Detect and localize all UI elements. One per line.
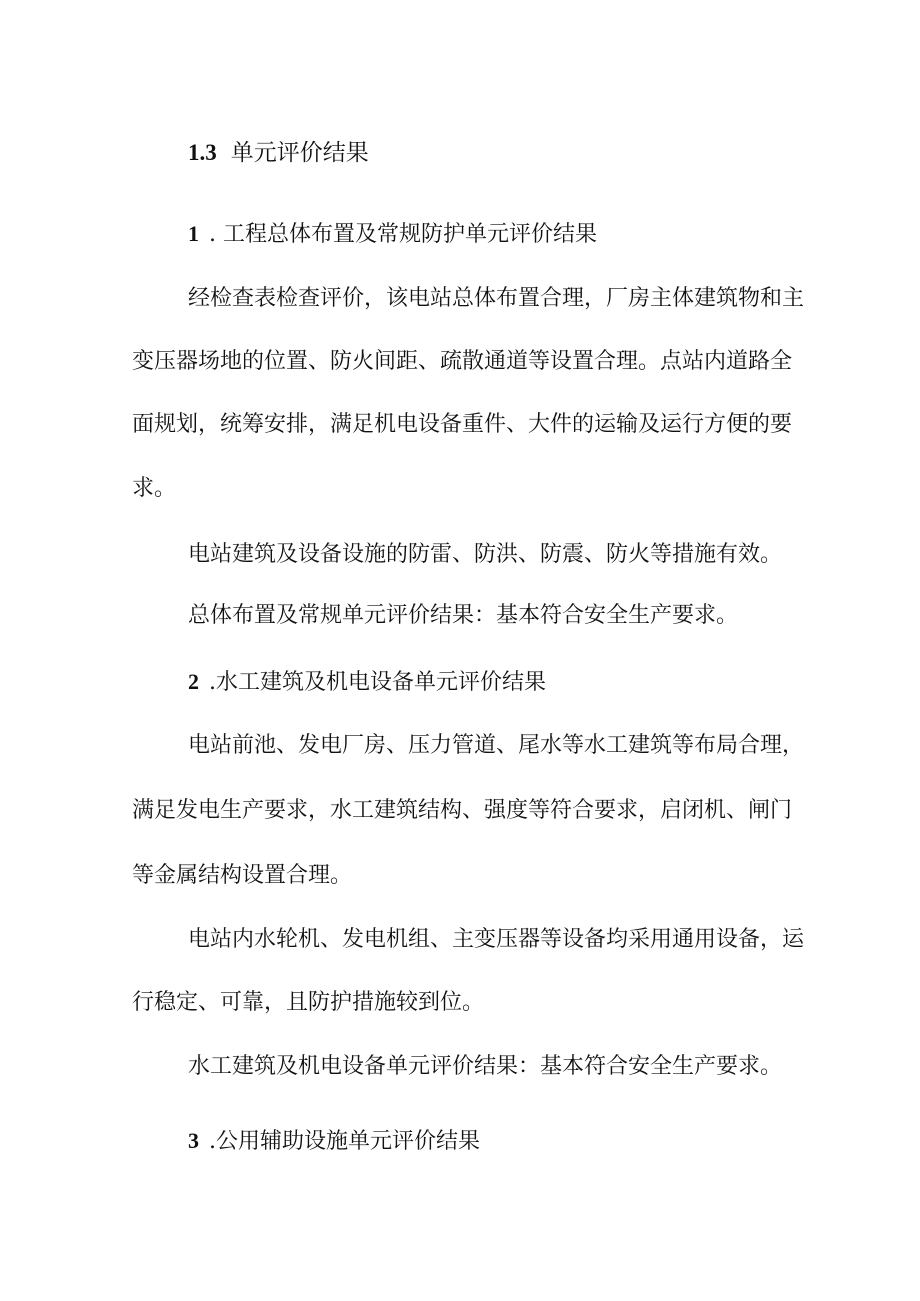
section-number: 1.3 <box>188 140 217 165</box>
paragraph-line: 水工建筑及机电设备单元评价结果：基本符合安全生产要求。 <box>188 1054 783 1079</box>
section-title: 单元评价结果 <box>230 140 369 166</box>
item-number: 2 <box>188 669 199 694</box>
paragraph-line: 经检查表检查评价，该电站总体布置合理，厂房主体建筑物和主 <box>188 286 805 311</box>
paragraph-line: 求。 <box>132 476 177 501</box>
item-number: 1 <box>188 221 199 246</box>
paragraph-line: 等金属结构设置合理。 <box>132 863 353 888</box>
paragraph-line: 行稳定、可靠，且防护措施较到位。 <box>132 990 485 1015</box>
paragraph-line: 满足发电生产要求，水工建筑结构、强度等符合要求，启闭机、闸门 <box>132 798 793 823</box>
paragraph-line: 变压器场地的位置、防火间距、疏散通道等设置合理。点站内道路全 <box>132 349 793 374</box>
item-title: . 工程总体布置及常规防护单元评价结果 <box>209 222 597 247</box>
item-heading-1 <box>188 219 908 250</box>
paragraph-line: 电站内水轮机、发电机组、主变压器等设备均采用通用设备，运 <box>188 927 805 952</box>
item-title: .水工建筑及机电设备单元评价结果 <box>209 670 546 695</box>
item-title: .公用辅助设施单元评价结果 <box>209 1129 480 1154</box>
item-heading-3 <box>188 1126 908 1157</box>
paragraph-line: 总体布置及常规单元评价结果：基本符合安全生产要求。 <box>188 603 739 628</box>
item-heading-2 <box>188 667 908 698</box>
item-number: 3 <box>188 1128 199 1153</box>
section-heading <box>188 138 908 168</box>
paragraph-line: 面规划，统筹安排，满足机电设备重件、大件的运输及运行方便的要 <box>132 412 793 437</box>
paragraph-line: 电站建筑及设备设施的防雷、防洪、防震、防火等措施有效。 <box>188 542 783 567</box>
paragraph-line: 电站前池、发电厂房、压力管道、尾水等水工建筑等布局合理， <box>188 733 805 758</box>
